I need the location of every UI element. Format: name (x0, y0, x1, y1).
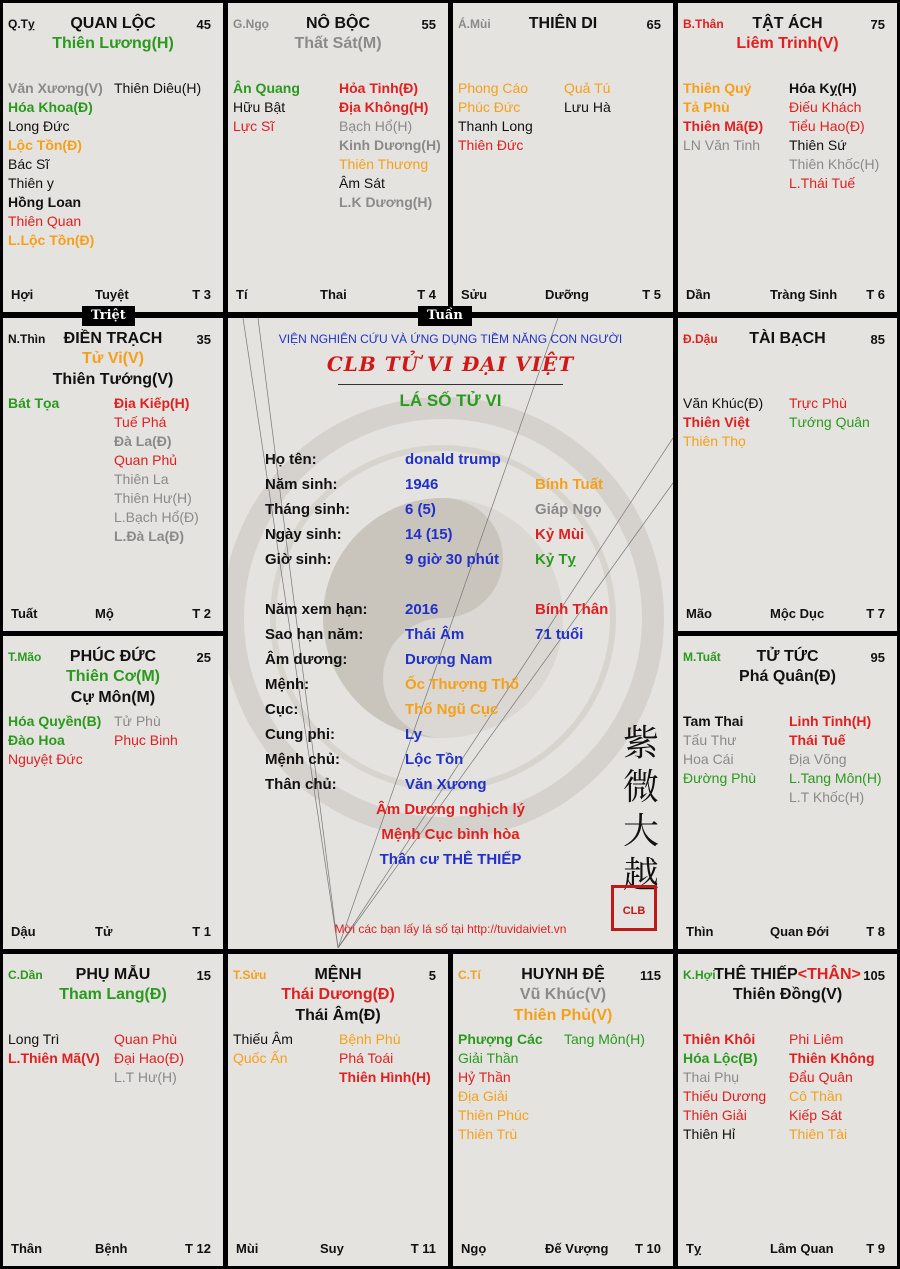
info-value: Lộc Tồn (405, 751, 464, 768)
han-char: 大 (622, 811, 659, 852)
info-value: Ly (405, 726, 422, 743)
life-stage: Đế Vượng (545, 1241, 609, 1256)
info-value: Dương Nam (405, 651, 493, 668)
palace-number: 65 (646, 17, 661, 32)
star-column-right (789, 79, 879, 193)
chart-heading: LÁ SỐ TỬ VI (399, 391, 502, 410)
han-char: 紫 (622, 723, 659, 764)
earthly-branch: Thìn (686, 924, 714, 939)
note-than-cu: Thân cư THÊ THIẾP (379, 851, 522, 868)
main-star: Thiên Phủ(V) (513, 1007, 613, 1024)
branch-label: N.Thìn (8, 332, 46, 346)
info-value: Ốc Thượng Thổ (405, 676, 520, 693)
info-value: 6 (5) (405, 501, 436, 518)
star-column-left (458, 1030, 543, 1144)
star-item: Thai Phụ (683, 1069, 740, 1085)
star-item: Phượng Các (458, 1031, 543, 1047)
main-star: Phá Quân(Đ) (739, 668, 836, 685)
star-item: Thiên Mã(Đ) (683, 118, 764, 134)
info-label: Cục: (265, 701, 299, 718)
star-item: Đào Hoa (8, 732, 65, 748)
cell-tat-ach (678, 3, 897, 312)
star-item: Đà La(Đ) (114, 433, 172, 449)
star-item: Kiếp Sát (789, 1107, 842, 1123)
star-item: L.Thiên Mã(V) (8, 1050, 100, 1066)
palace-title-text: PHÚC ĐỨC (69, 648, 157, 665)
earthly-branch: Dậu (11, 924, 36, 939)
star-item: L.T Hư(H) (114, 1069, 177, 1085)
star-item: Hóa Quyền(B) (8, 713, 102, 729)
info-label: Mệnh chủ: (265, 751, 340, 768)
star-item: Thiên Không (789, 1050, 875, 1066)
palace-number: 35 (196, 332, 211, 347)
star-item: Nguyệt Đức (8, 751, 83, 767)
star-item: Quốc Ấn (233, 1050, 288, 1066)
palace-number: 15 (196, 968, 211, 983)
star-column-right (789, 394, 870, 432)
star-item: Hóa Kỵ(H) (789, 80, 857, 96)
earthly-branch: Thân (11, 1241, 43, 1256)
info-value: 1946 (405, 476, 439, 493)
star-item: Địa Kiếp(H) (114, 395, 190, 411)
star-item: L.T Khốc(H) (789, 789, 865, 805)
cell-thien-di (453, 3, 673, 312)
star-item: Tướng Quân (789, 414, 870, 430)
star-item: L.Bạch Hổ(Đ) (114, 509, 199, 525)
palace-title-text: TÀI BẠCH (749, 330, 826, 347)
star-item: Thiên Đức (458, 137, 524, 153)
star-item: Bạch Hổ(H) (339, 118, 413, 134)
palace-index: T 8 (866, 924, 885, 939)
palace-title-text: QUAN LỘC (70, 15, 156, 32)
cell-tu-tuc (678, 636, 897, 949)
cell-dien-trach (3, 318, 223, 631)
palace-title-text: NÔ BỘC (306, 15, 370, 32)
info-value-secondary: Kỷ Tỵ (535, 551, 576, 568)
palace-index: T 4 (417, 287, 436, 302)
star-item: Long Đức (8, 118, 70, 134)
star-item: Thiên Quan (8, 213, 82, 229)
palace-index: T 11 (410, 1241, 436, 1256)
main-star: Thiên Cơ(M) (65, 668, 161, 685)
star-item: Hỏa Tinh(Đ) (339, 80, 419, 96)
palace-title (228, 966, 448, 984)
branch-label: Đ.Dậu (683, 332, 718, 346)
star-item: Thiên Việt (683, 414, 750, 430)
info-value: 2016 (405, 601, 439, 618)
branch-label: G.Ngọ (233, 17, 269, 31)
life-stage: Tuyệt (95, 287, 129, 302)
main-star: Thiên Tướng(V) (52, 371, 174, 388)
palace-number: 75 (870, 17, 885, 32)
star-item: Phúc Đức (458, 99, 521, 115)
star-item: Phi Liêm (789, 1031, 844, 1047)
star-item: Quả Tú (564, 80, 611, 96)
palace-title (678, 15, 897, 33)
star-item: Điếu Khách (789, 99, 862, 115)
star-column-right (114, 712, 178, 750)
main-star: Thiên Lương(H) (52, 35, 174, 52)
earthly-branch: Tỵ (686, 1241, 702, 1256)
star-item: Thiên Giải (683, 1107, 747, 1123)
info-value: Thái Âm (405, 626, 465, 643)
star-item: Lưu Hà (564, 99, 611, 115)
star-item: L.Thái Tuế (789, 175, 856, 191)
star-column-left (8, 79, 103, 250)
cell-phu-mau (3, 954, 223, 1266)
earthly-branch: Tí (236, 287, 248, 302)
palace-number: 105 (863, 968, 885, 983)
palace-title (678, 648, 897, 666)
palace-index: T 6 (866, 287, 885, 302)
info-label: Âm dương: (265, 651, 348, 668)
star-item: Kinh Dương(H) (339, 137, 441, 153)
han-char: 越 (622, 855, 659, 896)
logo-underline (338, 384, 563, 385)
palace-title (228, 15, 448, 33)
palace-index: T 10 (634, 1241, 661, 1256)
info-label: Cung phi: (265, 726, 335, 743)
main-star: Tử Vi(V) (82, 350, 144, 367)
palace-title (3, 966, 223, 984)
star-item: Giải Thần (458, 1050, 519, 1066)
star-item: Thiên La (114, 471, 169, 487)
star-item: Tử Phù (114, 713, 161, 729)
life-stage: Dưỡng (545, 287, 589, 302)
star-item: Tang Môn(H) (564, 1031, 645, 1047)
star-column-right (114, 1030, 184, 1087)
star-item: Phục Binh (114, 732, 178, 748)
palace-index: T 9 (866, 1241, 885, 1256)
info-value-secondary: Bính Tuất (535, 476, 604, 493)
club-logo: CLB TỬ VI ĐẠI VIỆT (326, 352, 575, 376)
star-column-right (789, 712, 882, 807)
star-item: Quan Phủ (114, 452, 178, 468)
info-label: Họ tên: (265, 451, 317, 468)
star-item: Thiên Khôi (683, 1031, 756, 1047)
life-stage: Lâm Quan (770, 1241, 834, 1256)
main-star: Thiên Đồng(V) (732, 986, 843, 1003)
star-column-left (233, 1030, 293, 1068)
star-item: Hữu Bật (233, 99, 286, 115)
star-item: Thanh Long (458, 118, 533, 134)
star-item: Thiên Hỉ (683, 1126, 736, 1142)
star-column-left (8, 394, 59, 413)
branch-label: Á.Mùi (458, 17, 491, 31)
star-item: Âm Sát (339, 175, 385, 191)
han-characters (616, 722, 666, 898)
star-item: Thiên Thọ (683, 433, 746, 449)
star-column-left (683, 712, 756, 788)
star-item: Tuế Phá (114, 414, 167, 430)
star-item: Tấu Thư (683, 732, 737, 748)
info-label: Mệnh: (265, 676, 310, 693)
palace-number: 55 (421, 17, 436, 32)
info-label: Thân chủ: (265, 776, 337, 793)
palace-title (3, 15, 223, 33)
star-item: Hồng Loan (8, 194, 82, 210)
palace-title-text: ĐIỀN TRẠCH (63, 330, 163, 347)
palace-index: T 5 (642, 287, 661, 302)
star-item: L.K Dương(H) (339, 194, 433, 210)
star-item: Văn Xương(V) (8, 80, 103, 96)
star-item: Thiên Hư(H) (114, 490, 192, 506)
palace-title (453, 966, 673, 984)
life-stage: Mộc Dục (770, 606, 825, 621)
main-star: Tham Lang(Đ) (59, 986, 167, 1003)
branch-label: T.Sửu (233, 968, 267, 982)
cell-huynh-de (453, 954, 673, 1266)
palace-title-text: HUYNH ĐỆ (521, 966, 605, 983)
star-item: Hỷ Thần (458, 1069, 511, 1085)
star-item: Thiên Thương (339, 156, 429, 172)
star-column-right (789, 1030, 875, 1144)
star-item: Văn Khúc(Đ) (683, 395, 764, 411)
palace-number: 85 (870, 332, 885, 347)
branch-label: T.Mão (8, 650, 42, 664)
star-item: Phá Toái (339, 1050, 394, 1066)
star-column-right (339, 1030, 431, 1087)
star-item: Phong Cáo (458, 80, 529, 96)
branch-label: K.Hợi (683, 968, 716, 982)
info-value: Thổ Ngũ Cục (405, 701, 499, 718)
earthly-branch: Sửu (461, 287, 488, 302)
palace-index: T 2 (192, 606, 211, 621)
star-column-left (683, 79, 763, 155)
institute-name: VIỆN NGHIÊN CỨU VÀ ỨNG DỤNG TIỀM NĂNG CON NGƯỜI (278, 332, 623, 346)
life-stage: Suy (320, 1241, 344, 1256)
main-star: Thái Âm(Đ) (295, 1007, 381, 1024)
palace-title (678, 330, 897, 348)
palace-number: 25 (196, 650, 211, 665)
palace-title (453, 15, 673, 33)
earthly-branch: Ngọ (461, 1241, 487, 1256)
star-item: Lộc Tồn(Đ) (8, 137, 82, 153)
star-item: Lực Sĩ (233, 118, 275, 134)
branch-label: B.Thân (683, 17, 724, 31)
star-column-left (8, 712, 101, 769)
star-item: Quan Phù (114, 1031, 178, 1047)
main-star: Vũ Khúc(V) (519, 986, 607, 1003)
main-star: Cự Môn(M) (70, 689, 156, 706)
palace-title-text: TỬ TỨC (756, 648, 819, 665)
star-column-left (683, 1030, 766, 1144)
star-item: Thiếu Âm (233, 1031, 293, 1047)
info-label: Giờ sinh: (265, 551, 332, 568)
cell-menh (228, 954, 448, 1266)
info-value: donald trump (405, 451, 501, 468)
star-item: Long Trì (8, 1031, 60, 1047)
note-menh-cuc: Mệnh Cục bình hòa (381, 826, 520, 843)
note-am-duong: Âm Dương nghịch lý (375, 801, 526, 818)
info-value: 14 (15) (405, 526, 453, 543)
star-column-right (339, 79, 441, 212)
main-star: Thất Sát(M) (294, 35, 382, 52)
palace-index: T 12 (184, 1241, 211, 1256)
red-seal: CLB (611, 885, 657, 931)
life-stage: Bệnh (95, 1241, 128, 1256)
star-item: Bát Tọa (8, 395, 60, 411)
star-item: Tam Thai (683, 713, 744, 729)
tuan-badge: Tuần (418, 306, 472, 326)
palace-title-text: THIÊN DI (528, 15, 598, 32)
star-item: Cô Thần (789, 1088, 843, 1104)
star-item: L.Tang Môn(H) (789, 770, 882, 786)
branch-label: M.Tuất (683, 650, 721, 664)
palace-title (678, 966, 897, 984)
info-value-secondary: 71 tuổi (535, 626, 584, 643)
info-label: Ngày sinh: (265, 526, 342, 543)
star-item: Đẩu Quân (789, 1069, 853, 1085)
info-label: Sao hạn năm: (265, 626, 364, 643)
than-tag: <THÂN> (797, 966, 861, 983)
main-star: Thái Dương(Đ) (281, 986, 395, 1003)
info-value-secondary: Bính Thân (535, 601, 609, 618)
star-item: Thiên y (8, 175, 54, 191)
star-item: Thiên Hình(H) (339, 1069, 431, 1085)
earthly-branch: Hợi (11, 287, 34, 302)
info-value: Văn Xương (405, 776, 487, 793)
info-label: Năm xem hạn: (265, 601, 368, 618)
main-star: Liêm Trinh(V) (736, 35, 839, 52)
palace-number: 115 (640, 968, 661, 983)
star-column-left (683, 394, 763, 451)
cell-phuc-duc (3, 636, 223, 949)
info-label: Năm sinh: (265, 476, 338, 493)
star-item: Thiên Quý (683, 80, 752, 96)
palace-title (3, 648, 223, 666)
earthly-branch: Tuất (11, 606, 38, 621)
star-item: L.Lộc Tồn(Đ) (8, 232, 95, 248)
star-column-left (458, 79, 533, 155)
star-item: Trực Phù (789, 395, 847, 411)
branch-label: C.Tí (458, 968, 481, 982)
star-item: Thiên Sứ (789, 137, 847, 153)
star-item: Bệnh Phù (339, 1031, 401, 1047)
triet-badge: Triệt (82, 306, 135, 326)
life-stage: Tràng Sinh (770, 287, 838, 302)
star-item: Đường Phù (683, 770, 757, 786)
star-item: Tả Phù (683, 99, 730, 115)
star-item: Địa Võng (789, 751, 847, 767)
palace-index: T 3 (192, 287, 211, 302)
info-value-secondary: Kỷ Mùi (535, 526, 585, 543)
palace-title-text: THÊ THIẾP (714, 966, 798, 983)
star-item: Tiểu Hao(Đ) (789, 118, 865, 134)
star-item: Địa Giải (458, 1088, 508, 1104)
star-item: Thiếu Dương (683, 1088, 767, 1104)
cell-the-thiep (678, 954, 897, 1266)
earthly-branch: Dần (686, 287, 711, 302)
star-column-right (564, 79, 611, 117)
star-item: Thiên Trù (458, 1126, 518, 1142)
star-item: L.Đà La(Đ) (114, 528, 184, 544)
star-column-left (8, 1030, 100, 1068)
info-value-secondary: Giáp Ngọ (535, 501, 602, 518)
han-char: 微 (622, 767, 659, 808)
palace-index: T 1 (192, 924, 211, 939)
info-label: Tháng sinh: (265, 501, 350, 518)
star-item: Thiên Tài (789, 1126, 848, 1142)
info-value: 9 giờ 30 phút (405, 551, 500, 568)
palace-title-text: PHỤ MẪU (75, 966, 151, 983)
star-item: Thiên Khốc(H) (789, 156, 880, 172)
branch-label: C.Dần (8, 968, 43, 982)
star-item: Đại Hao(Đ) (114, 1050, 185, 1066)
earthly-branch: Mùi (236, 1241, 259, 1256)
cell-tai-bach (678, 318, 897, 631)
star-item: Thái Tuế (789, 732, 846, 748)
star-column-left (233, 79, 300, 136)
palace-title (3, 330, 223, 348)
center-panel (228, 318, 673, 949)
palace-index: T 7 (866, 606, 885, 621)
star-column-right (564, 1030, 645, 1049)
palace-title-text: MỆNH (314, 966, 362, 983)
footer-link[interactable]: Mời các bạn lấy lá số tại http://tuvidaiviet.vn (334, 922, 567, 936)
palace-number: 95 (870, 650, 885, 665)
life-stage: Mộ (95, 606, 114, 621)
star-item: Linh Tinh(H) (789, 713, 872, 729)
star-item: Thiên Diêu(H) (114, 80, 202, 96)
star-item: Địa Không(H) (339, 99, 429, 115)
star-column-right (114, 394, 199, 546)
life-stage: Tử (95, 924, 113, 939)
earthly-branch: Mão (686, 606, 712, 621)
cell-no-boc (228, 3, 448, 312)
star-column-right (114, 79, 201, 98)
star-item: Ân Quang (233, 80, 300, 96)
star-item: LN Văn Tinh (683, 137, 761, 153)
star-item: Bác Sĩ (8, 156, 50, 172)
palace-title-text: TẬT ÁCH (752, 15, 823, 32)
life-stage: Thai (320, 287, 347, 302)
branch-label: Q.Tỵ (8, 17, 35, 31)
star-item: Hoa Cái (683, 751, 734, 767)
life-stage: Quan Đới (770, 924, 830, 939)
star-item: Thiên Phúc (458, 1107, 529, 1123)
cell-quan-loc (3, 3, 223, 312)
palace-number: 5 (428, 968, 436, 983)
star-item: Hóa Lộc(B) (683, 1050, 758, 1066)
palace-number: 45 (196, 17, 211, 32)
star-item: Hóa Khoa(Đ) (8, 99, 93, 115)
